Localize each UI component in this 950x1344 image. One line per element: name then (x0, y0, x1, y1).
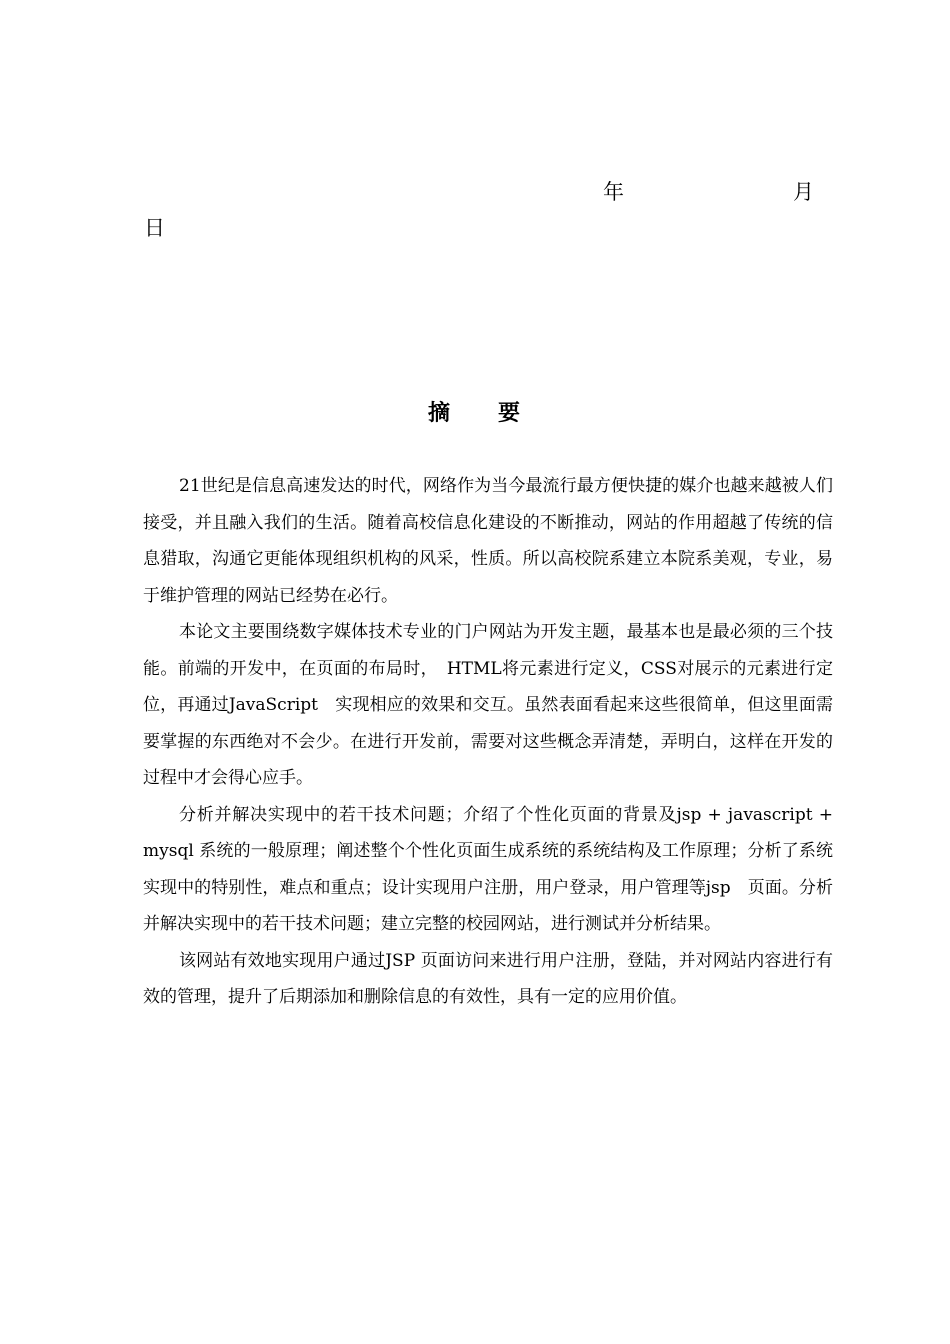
abstract-body (143, 468, 833, 1016)
date-day-label: 日 (144, 216, 165, 240)
abstract-heading (0, 396, 950, 427)
abstract-heading-part2: 要 (498, 401, 523, 426)
abstract-paragraph: 分析并解决实现中的若干技术问题；介绍了个性化页面的背景及jsp + javascript + mysql 系统的一般原理；阐述整个个性化页面生成系统的系统结构及工作原理；分析了系统实现中的特别性，难点和重点；设计实现用户注册，用户登录，用户管理等jsp 页面。分析并解决实现中的若干技术问题；建立完整的校园网站，进行测试并分析结果。 (143, 804, 833, 934)
signature-date-row (0, 176, 950, 206)
abstract-paragraph: 本论文主要围绕数字媒体技术专业的门户网站为开发主题，最基本也是最必须的三个技能。前端的开发中，在页面的布局时， HTML将元素进行定义，CSS对展示的元素进行定位，再通过JavaScript 实现相应的效果和交互。虽然表面看起来这些很简单，但这里面需要掌握的东西绝对不会少。在进行开发前，需要对这些概念弄清楚，弄明白，这样在开发的过程中才会得心应手。 (143, 622, 833, 788)
abstract-paragraph: 该网站有效地实现用户通过JSP 页面访问来进行用户注册，登陆，并对网站内容进行有效的管理，提升了后期添加和删除信息的有效性，具有一定的应用价值。 (143, 950, 833, 1007)
abstract-heading-part1: 摘 (427, 401, 452, 426)
abstract-paragraph: 21世纪是信息高速发达的时代，网络作为当今最流行最方便快捷的媒介也越来越被人们接受，并且融入我们的生活。随着高校信息化建设的不断推动，网站的作用超越了传统的信息猎取，沟通它更能体现组织机构的风采，性质。所以高校院系建立本院系美观，专业，易于维护管理的网站已经势在必行。 (143, 476, 833, 606)
date-year-label: 年 (603, 180, 624, 204)
date-month-label: 月 (793, 180, 814, 204)
